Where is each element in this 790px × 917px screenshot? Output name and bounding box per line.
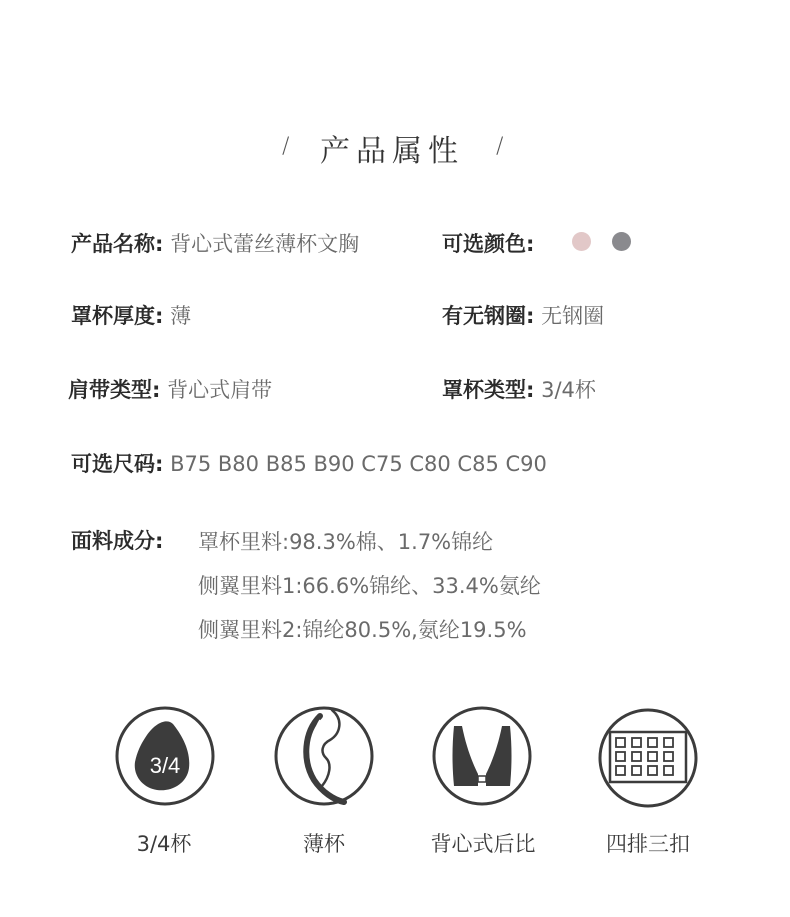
title-slash-right: / [496,134,504,159]
feature-label-cup: 3/4杯 [136,832,192,856]
icon-text: 3/4 [149,753,181,778]
attr-value: 背心式肩带 [167,378,273,402]
attr-strap-type [68,374,272,404]
attr-label: 面料成分: [71,529,164,553]
vest-back-icon [432,706,532,806]
attr-label: 罩杯厚度: [71,304,164,328]
attr-label: 可选颜色: [442,232,535,256]
feature-label-hooks: 四排三扣 [606,832,690,856]
attr-value: B75 B80 B85 B90 C75 C80 C85 C90 [170,452,547,476]
attr-underwire [442,300,604,330]
attr-label: 罩杯类型: [442,378,535,402]
attr-cup-type [442,374,596,404]
attr-value: 薄 [170,304,192,328]
feature-label-thin: 薄杯 [303,832,345,856]
fabric-line: 侧翼里料2:锦纶80.5%,氨纶19.5% [198,618,527,642]
title-slash-left: / [282,134,290,159]
attr-label: 产品名称: [71,232,164,256]
three-quarter-cup-icon [115,706,215,806]
attr-colors [442,228,534,258]
fabric-line: 侧翼里料1:66.6%锦纶、33.4%氨纶 [198,574,541,598]
color-swatch-gray[interactable] [612,232,631,251]
color-swatch-pink[interactable] [572,232,591,251]
attr-sizes [71,448,547,478]
attr-product-name [71,228,359,258]
attr-value: 3/4杯 [541,378,596,402]
feature-label-back: 背心式后比 [430,832,536,856]
attr-cup-thickness [71,300,191,330]
attr-value: 背心式蕾丝薄杯文胸 [170,232,360,256]
page-title: 产品属性 [320,134,464,169]
thin-cup-profile-icon [274,706,374,806]
fabric-line: 罩杯里料:98.3%棉、1.7%锦纶 [198,530,494,554]
attr-fabric [71,525,163,555]
section-header [0,126,790,170]
attr-label: 可选尺码: [71,452,164,476]
four-row-three-hook-icon [598,708,698,808]
attr-value: 无钢圈 [541,304,605,328]
attr-label: 肩带类型: [68,378,161,402]
attr-label: 有无钢圈: [442,304,535,328]
